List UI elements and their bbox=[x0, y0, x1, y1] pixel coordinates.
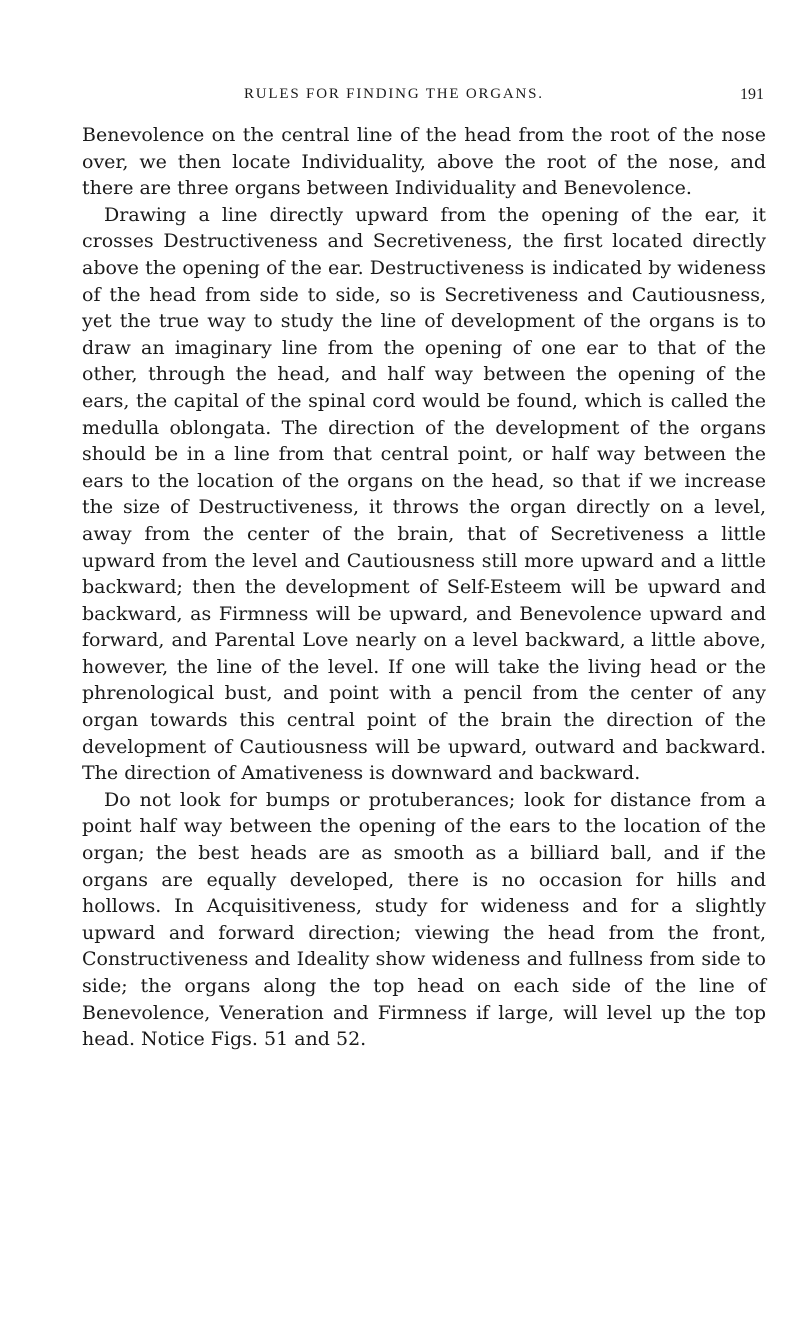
running-head bbox=[84, 86, 764, 110]
body-text bbox=[82, 122, 766, 1053]
paragraph: Benevolence on the central line of the head from the root of the nose over, we then locate Individuality, above the root of the nose, and there are three organs between Individuality and Benevolence. bbox=[82, 124, 766, 200]
page-number: 191 bbox=[740, 86, 764, 103]
paragraph: Do not look for bumps or protuberances; look for distance from a point half way between the opening of the ears to the location of the organ; the best heads are as smooth as a billiard ball, and if the organs are equally developed, there is no occasion for hills and hollows. In Acquisitiveness, study for wideness and for a slightly upward and forward direction; viewing the head from the front, Constructiveness and Ideality show wideness and fullness from side to side; the organs along the top head on each side of the line of Benevolence, Veneration and Firmness if large, will level up the top head. Notice Figs. 51 and 52. bbox=[82, 788, 766, 1051]
paragraph: Drawing a line directly upward from the opening of the ear, it crosses Destructiveness and Secretiveness, the first located directly above the opening of the ear. Destructiveness is indicated by wideness of the head from side to side, so is Secretiveness and Cautiousness, yet the true way to study the line of development of the organs is to draw an imaginary line from the opening of one ear to that of the other, through the head, and half way between the opening of the ears, the capital of the spinal cord would be found, which is called the medulla oblongata. The direction of the development of the organs should be in a line from that central point, or half way between the ears to the location of the organs on the head, so that if we increase the size of Destructiveness, it throws the organ directly on a level, away from the center of the brain, that of Secretiveness a little upward from the level and Cautiousness still more upward and a little backward; then the development of Self-Esteem will be upward and backward, as Firmness will be upward, and Benevolence upward and forward, and Parental Love nearly on a level backward, a little above, however, the line of the level. If one will take the living head or the phrenological bust, and point with a pencil from the center of any organ towards this central point of the brain the direction of the development of Cautiousness will be upward, outward and backward. The direction of Amativeness is downward and backward. bbox=[82, 203, 766, 785]
running-title: RULES FOR FINDING THE ORGANS. bbox=[244, 86, 544, 102]
